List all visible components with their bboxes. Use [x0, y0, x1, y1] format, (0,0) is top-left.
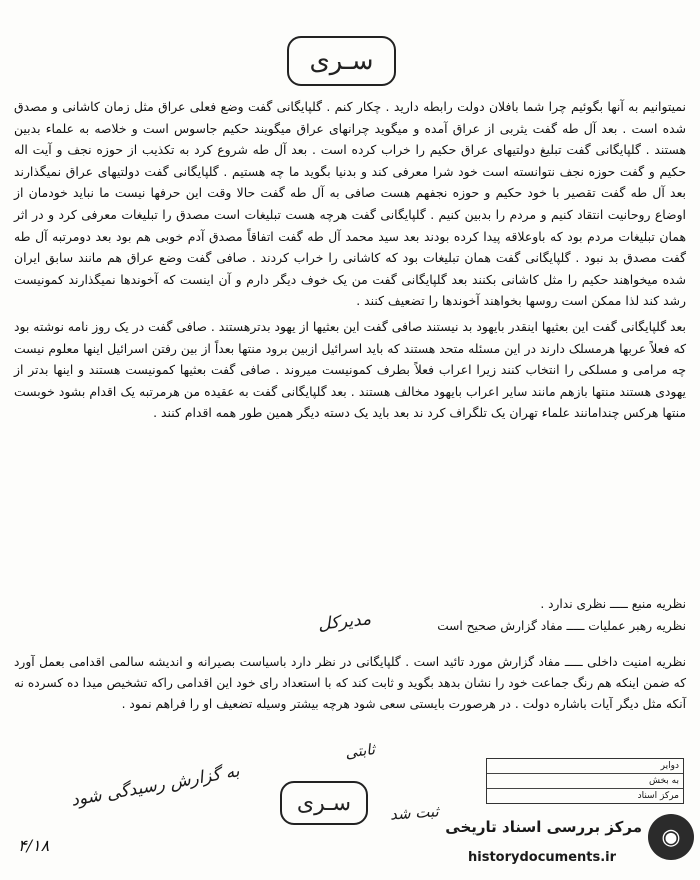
source-opinion: نظریه منبع ـــــ نظری ندارد . — [540, 597, 686, 611]
security-opinion: نظریه امنیت داخلی ـــــ مفاد گزارش مورد تائید است . گلپایگانی در نظر دارد باسیاست بصیرانه و اندیشه سالمی اقدامی بعمل آورد که ضمن اینکه هم رنگ جماعت خود را نشان بدهد بگوید و ثابت کند که با استعداد رای خود این اقدامی راکه تشخیص میدا ده کسرده نه آنکه مثل دیگر آیات باشاره دولت . در هرصورت بایستی سعی شود هرچه بیشتر وسیله تضعیف او را فراهم نمود . — [14, 655, 686, 711]
report-paragraph-1: نمیتوانیم به آنها بگوئیم چرا شما بافلان دولت رابطه دارید . چکار کنم . گلپایگانی گفت وضع فعلی عراق مثل زمان کاشانی و مصدق شده است . بعد آل طه گفت یثربی از عراق آمده و میگوید چرانهای عراق میگویند حکیم جاسوس است و خلاصه به علماء بدبین هستند . گلپایگانی گفت تبلیغ دولتیهای عراق حکیم را خراب کرده است . بعد آل طه شروع کرد به تکذیب از حوزه نجف و آیت اله حکیم و گفت حوزه نجف نتوانسته است خود شرا معرفی کند و بدنیا بگوید ما چه هستیم . گلپایگانی گفت دولتیهای عراق نمیگذارند بعد آل طه گفت تقصیر با خود حکیم و حوزه نجفهم هست صافی به آل طه گفت حالا وقت این حرفها نیست ما نباید خودمان از اوضاع روحانیت انتقاد کنیم و مردم را بدبین کنیم . گلپایگانی گفت هرچه هست تبلیغات است مصدق را تبلیغات معرفی کرد و در اثر همان تبلیغات مردم بود که باوعلاقه پیدا کرده بودند بعد سید محمد آل طه گفت اتفاقاً مصدق آدم خوبی هم بود بعد دومرتبه آل طه گفت مصدق بد نبود . گلپایگانی گفت همان تبلیغات بود که کاشانی را خراب کردند . صافی گفت وضع عراق هم مانند سابق ایران شده میخواهند حکیم را مثل کاشانی بکنند بعد گلپایگانی گفت من یک خوف دیگر دارم و آن اینست که آخوندها نمیگذارند کمونیست رشد کند لذا ممکن است روسها بخواهند آخوندها را تضعیف کنند . — [14, 99, 686, 309]
report-body — [14, 96, 686, 428]
classification-text: سـری — [309, 46, 374, 76]
classification-stamp-bottom — [280, 781, 368, 825]
distribution-box — [486, 758, 684, 804]
classification-text: سـری — [296, 790, 352, 816]
watermark-site: historydocuments.ir — [468, 850, 617, 865]
handwritten-date: ۴/۱۸ — [18, 836, 50, 855]
archive-logo-icon: ◉ — [648, 814, 694, 860]
distribution-row: مرکز اسناد — [637, 791, 679, 801]
chief-opinion: نظریه رهبر عملیات ـــــ مفاد گزارش صحیح است — [437, 619, 686, 633]
report-paragraph-2: بعد گلپایگانی گفت این بعثیها اینقدر بایهود بد نیستند صافی گفت این بعثیها از یهود بدترهستند . صافی گفت در یک روز نامه نوشته بود که فعلاً عربها هرمسلک دارند در این مسئله متحد هستند که باید اسرائیل ازبین برود منتها بعداً از بین رفتن اسرائیل اینها معلوم نیست چه مرامی و مسلکی را انتخاب کنند زیرا اعراب فعلاً بطرف کمونیست میروند . صافی گفت بعثیها کمونیست هستند و اینها بدتر از یهودی هستند منتها بازهم مانند سایر اعراب بایهود مخالف هستند . بعد گلپایگانی گفت به عقیده من هرمرتبه یک اقدام بشود خوبست منتها هرکس چندامانند علماء تهران یک تلگراف کرد ند بعد باید یک دسته دیگر همین طور همه اقدام کنند . — [14, 318, 686, 421]
handwritten-signature: ثابتی — [343, 740, 377, 762]
handwritten-instruction: به گزارش رسیدگی شود — [69, 761, 242, 811]
classification-stamp-top — [287, 36, 396, 86]
watermark — [445, 810, 698, 876]
handwritten-signature-chief: مدیرکل — [317, 609, 373, 635]
distribution-row: دوایر — [487, 759, 683, 774]
distribution-row: به بخش — [487, 774, 683, 789]
watermark-title: مرکز بررسی اسناد تاریخی — [445, 818, 642, 836]
handwritten-registration-note: ثبت شد — [389, 802, 440, 824]
